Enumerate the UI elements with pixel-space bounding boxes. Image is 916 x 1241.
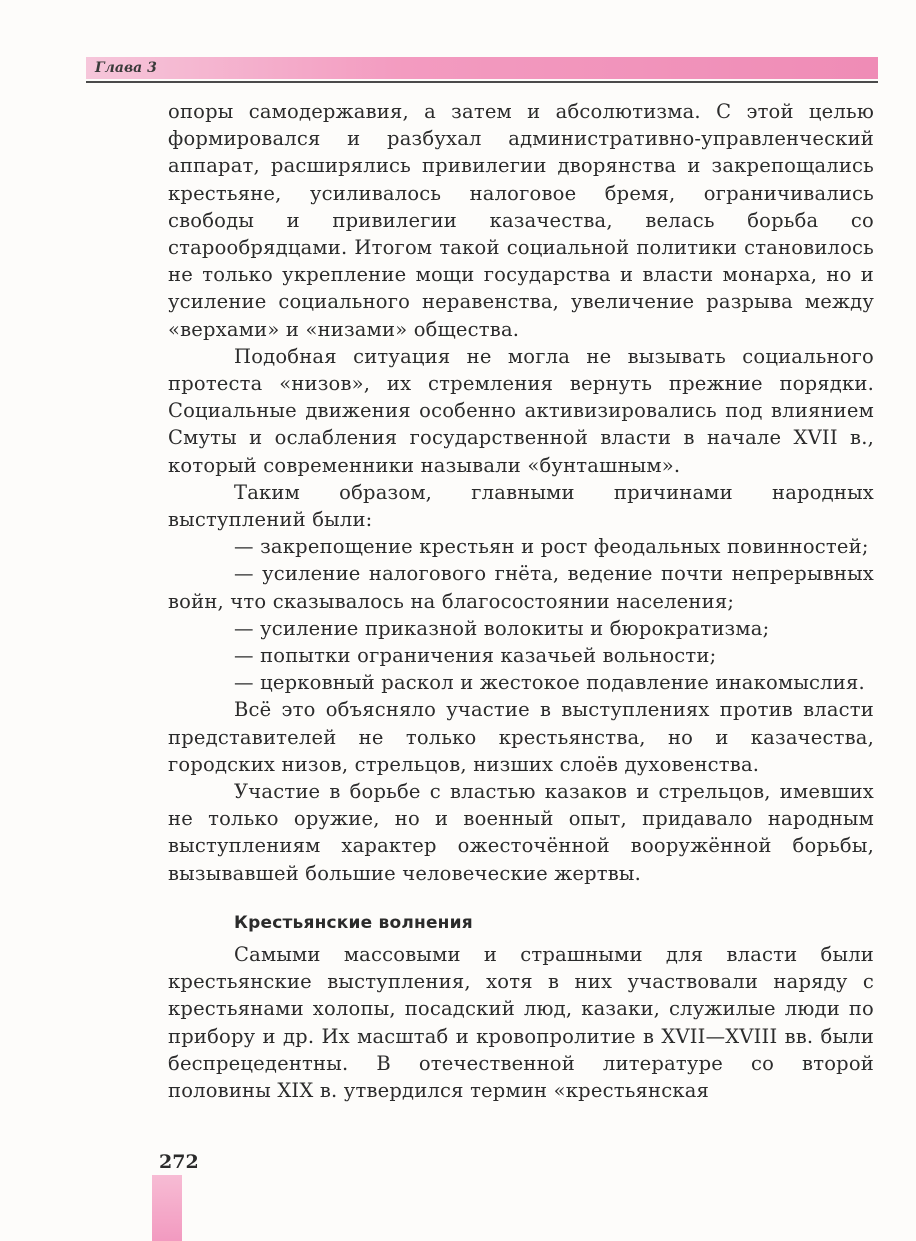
paragraph: Подобная ситуация не могла не вызывать социального протеста «низов», их стремления вернуть прежние порядки. Социальные движения особенно активизировались под влиянием Смуты и ослабления государственной власти в начале XVII в., который современники называли «бунташным». bbox=[168, 344, 874, 477]
paragraph: Всё это объясняло участие в выступлениях против власти представителей не только крестьянства, но и казачества, городских низов, стрельцов, низших слоёв духовенства. bbox=[168, 698, 874, 776]
paragraph: Участие в борьбе с властью казаков и стрельцов, имевших не только оружие, но и военный опыт, придавало народным выступлениям характер ожесточённой вооружённой борьбы, вызывавшей большие человеческие жертвы. bbox=[168, 780, 874, 885]
list-item: — церковный раскол и жестокое подавление инакомыслия. bbox=[234, 671, 865, 695]
paragraph: Самыми массовыми и страшными для власти были крестьянские выступления, хотя в них участвовали наряду с крестьянами холопы, посадский люд, казаки, служилые люди по прибору и др. Их масштаб и кровопролитие в XVII—XVIII вв. были беспрецедентны. В отечественной литературе со второй половины XIX в. утвердился термин «крестьянская bbox=[168, 942, 874, 1102]
list-item: — усиление налогового гнёта, ведение почти непрерывных войн, что сказывалось на благосостоянии населения; bbox=[168, 562, 874, 613]
chapter-header-band bbox=[86, 57, 878, 79]
page-body bbox=[168, 98, 874, 1104]
list-item: — попытки ограничения казачьей вольности; bbox=[234, 644, 717, 668]
header-divider bbox=[86, 81, 878, 83]
chapter-title: Глава 3 bbox=[95, 60, 157, 76]
list-item: — усиление приказной волокиты и бюрократизма; bbox=[234, 616, 770, 640]
paragraph-continuation: опоры самодержавия, а затем и абсолютизма. С этой целью формировался и разбухал административно-управленческий аппарат, расширялись привилегии дворянства и закрепощались крестьяне, усиливалось налоговое бремя, ограничивались свободы и привилегии казачества, велась борьба со старообрядцами. Итогом такой социальной политики становилось не только укрепление мощи государства и власти монарха, но и усиление социального неравенства, увеличение разрыва между «верхами» и «низами» общества. bbox=[168, 100, 874, 341]
paragraph: Таким образом, главными причинами народных выступлений были: bbox=[168, 480, 874, 532]
side-color-strip bbox=[152, 1175, 182, 1241]
list-item: — закрепощение крестьян и рост феодальных повинностей; bbox=[234, 535, 869, 559]
page-number: 272 bbox=[159, 1151, 199, 1173]
section-heading: Крестьянские волнения bbox=[234, 912, 473, 933]
